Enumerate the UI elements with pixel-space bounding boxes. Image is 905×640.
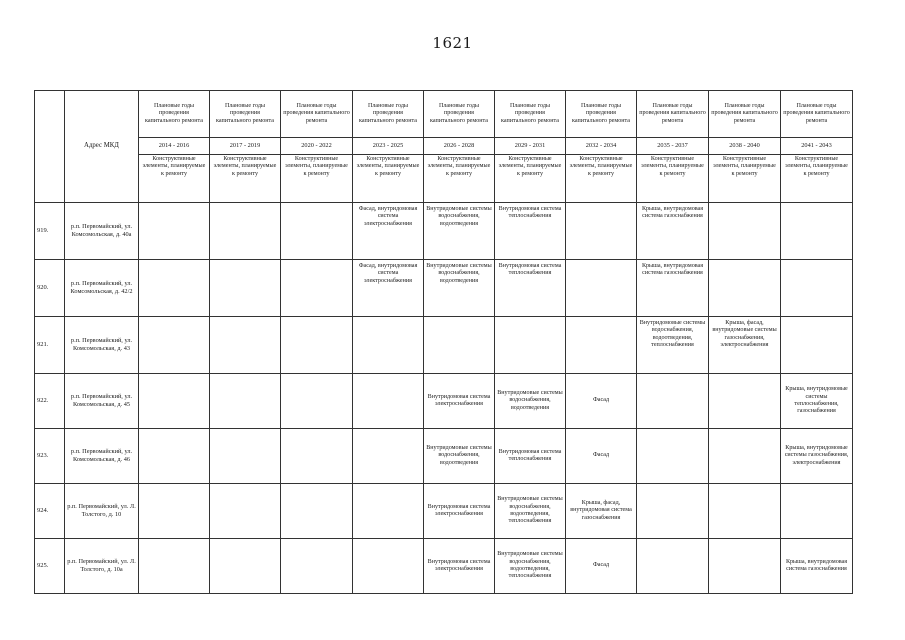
elements-header-4: Конструктивные элементы, планируемые к ремонту: [353, 155, 424, 203]
repair-cell-period-9: [709, 429, 781, 484]
repair-cell-period-7: [566, 203, 637, 260]
header-row-planned-years: [35, 91, 853, 138]
elements-header-9: Конструктивные элементы, планируемые к ремонту: [709, 155, 781, 203]
repair-cell-period-2: [210, 484, 281, 539]
repair-cell-period-1: [139, 539, 210, 594]
repair-cell-period-2: [210, 203, 281, 260]
period-header-4: 2023 - 2025: [353, 138, 424, 155]
repair-cell-period-3: [281, 260, 353, 317]
address-header: Адрес МКД: [65, 138, 139, 155]
repair-cell-period-6: Внутридомовая система теплоснабжения: [495, 203, 566, 260]
planned-years-header-3: Плановые годы проведения капитального ремонта: [281, 91, 353, 138]
repair-cell-period-7: [566, 260, 637, 317]
repair-cell-period-2: [210, 539, 281, 594]
page-number: 1621: [432, 34, 473, 52]
repair-cell-period-7: Фасад: [566, 539, 637, 594]
repair-cell-period-8: [637, 374, 709, 429]
repair-cell-period-5: Внутридомовая система электроснабжения: [424, 484, 495, 539]
repair-cell-period-8: [637, 429, 709, 484]
repair-cell-period-3: [281, 374, 353, 429]
period-header-6: 2029 - 2031: [495, 138, 566, 155]
elements-header-8: Конструктивные элементы, планируемые к ремонту: [637, 155, 709, 203]
repair-cell-period-2: [210, 429, 281, 484]
planned-years-header-4: Плановые годы проведения капитального ремонта: [353, 91, 424, 138]
repair-cell-period-7: Фасад: [566, 374, 637, 429]
repair-cell-period-6: [495, 317, 566, 374]
table-row: [35, 539, 853, 594]
repair-cell-period-5: Внутридомовая система электроснабжения: [424, 374, 495, 429]
planned-years-header-1: Плановые годы проведения капитального ремонта: [139, 91, 210, 138]
repair-cell-period-9: [709, 260, 781, 317]
repair-cell-period-2: [210, 317, 281, 374]
repair-cell-period-9: [709, 203, 781, 260]
repair-cell-period-9: [709, 374, 781, 429]
header-corner-num-3: [35, 155, 65, 203]
repair-cell-period-9: Крыша, фасад, внутридомовые системы газоснабжения, электроснабжения: [709, 317, 781, 374]
period-header-7: 2032 - 2034: [566, 138, 637, 155]
elements-header-2: Конструктивные элементы, планируемые к ремонту: [210, 155, 281, 203]
repair-cell-period-10: [781, 203, 853, 260]
period-header-5: 2026 - 2028: [424, 138, 495, 155]
repair-cell-period-7: Фасад: [566, 429, 637, 484]
row-number: 920.: [35, 260, 65, 317]
repair-cell-period-5: Внутридомовые системы водоснабжения, водоотведения: [424, 429, 495, 484]
repair-cell-period-4: Фасад, внутридомовая система электроснабжения: [353, 260, 424, 317]
row-number: 925.: [35, 539, 65, 594]
elements-header-10: Конструктивные элементы, планируемые к ремонту: [781, 155, 853, 203]
repair-cell-period-3: [281, 317, 353, 374]
row-address: р.п. Первомайский, ул. Комсомольская, д. 45: [65, 374, 139, 429]
period-header-8: 2035 - 2037: [637, 138, 709, 155]
elements-header-7: Конструктивные элементы, планируемые к ремонту: [566, 155, 637, 203]
repair-cell-period-1: [139, 374, 210, 429]
planned-years-header-6: Плановые годы проведения капитального ремонта: [495, 91, 566, 138]
repair-cell-period-7: Крыша, фасад, внутридомовая система газоснабжения: [566, 484, 637, 539]
table-row: [35, 260, 853, 317]
period-header-1: 2014 - 2016: [139, 138, 210, 155]
header-corner-address: [65, 91, 139, 138]
planned-years-header-7: Плановые годы проведения капитального ремонта: [566, 91, 637, 138]
repair-cell-period-4: [353, 539, 424, 594]
planned-years-header-5: Плановые годы проведения капитального ремонта: [424, 91, 495, 138]
repair-cell-period-10: [781, 484, 853, 539]
repair-cell-period-5: Внутридомовые системы водоснабжения, водоотведения: [424, 260, 495, 317]
row-address: р.п. Первомайский, ул. Л. Толстого, д. 10а: [65, 539, 139, 594]
table-row: [35, 317, 853, 374]
repair-cell-period-1: [139, 429, 210, 484]
repair-cell-period-6: Внутридомовые системы водоснабжения, водоотведения, теплоснабжения: [495, 539, 566, 594]
repair-cell-period-2: [210, 260, 281, 317]
repair-cell-period-4: [353, 374, 424, 429]
row-number: 919.: [35, 203, 65, 260]
repair-cell-period-10: Крыша, внутридомовая система газоснабжения: [781, 539, 853, 594]
planned-years-header-8: Плановые годы проведения капитального ремонта: [637, 91, 709, 138]
period-header-10: 2041 - 2043: [781, 138, 853, 155]
row-address: р.п. Первомайский, ул. Комсомольская, д. 40а: [65, 203, 139, 260]
elements-header-5: Конструктивные элементы, планируемые к ремонту: [424, 155, 495, 203]
repair-cell-period-8: Крыша, внутридомовая система газоснабжения: [637, 260, 709, 317]
repair-cell-period-8: [637, 539, 709, 594]
header-row-periods: [35, 138, 853, 155]
repair-cell-period-10: [781, 317, 853, 374]
header-corner-num: [35, 91, 65, 138]
repair-cell-period-1: [139, 260, 210, 317]
table-row: [35, 484, 853, 539]
period-header-9: 2038 - 2040: [709, 138, 781, 155]
row-address: р.п. Первомайский, ул. Комсомольская, д. 46: [65, 429, 139, 484]
row-number: 922.: [35, 374, 65, 429]
header-corner-address-3: [65, 155, 139, 203]
elements-header-1: Конструктивные элементы, планируемые к ремонту: [139, 155, 210, 203]
repair-cell-period-3: [281, 539, 353, 594]
repair-cell-period-10: Крыша, внутридомовые системы газоснабжения, электроснабжения: [781, 429, 853, 484]
capital-repair-schedule-table: [34, 90, 853, 594]
repair-cell-period-4: [353, 429, 424, 484]
repair-cell-period-6: Внутридомовая система теплоснабжения: [495, 429, 566, 484]
period-header-2: 2017 - 2019: [210, 138, 281, 155]
repair-cell-period-6: Внутридомовые системы водоснабжения, водоотведения: [495, 374, 566, 429]
repair-cell-period-5: [424, 317, 495, 374]
repair-cell-period-1: [139, 203, 210, 260]
row-number: 923.: [35, 429, 65, 484]
repair-cell-period-8: Крыша, внутридомовая система газоснабжения: [637, 203, 709, 260]
elements-header-6: Конструктивные элементы, планируемые к ремонту: [495, 155, 566, 203]
repair-cell-period-7: [566, 317, 637, 374]
planned-years-header-2: Плановые годы проведения капитального ремонта: [210, 91, 281, 138]
repair-cell-period-10: Крыша, внутридомовые системы теплоснабжения, газоснабжения: [781, 374, 853, 429]
row-address: р.п. Первомайский, ул. Л. Толстого, д. 10: [65, 484, 139, 539]
row-number: 921.: [35, 317, 65, 374]
table-row: [35, 203, 853, 260]
planned-years-header-9: Плановые годы проведения капитального ремонта: [709, 91, 781, 138]
planned-years-header-10: Плановые годы проведения капитального ремонта: [781, 91, 853, 138]
repair-cell-period-4: Фасад, внутридомовая система электроснабжения: [353, 203, 424, 260]
repair-cell-period-9: [709, 539, 781, 594]
repair-cell-period-6: Внутридомовая система теплоснабжения: [495, 260, 566, 317]
period-header-3: 2020 - 2022: [281, 138, 353, 155]
header-corner-num-2: [35, 138, 65, 155]
repair-cell-period-5: Внутридомовая система электроснабжения: [424, 539, 495, 594]
repair-cell-period-8: [637, 484, 709, 539]
table-row: [35, 429, 853, 484]
repair-cell-period-5: Внутридомовые системы водоснабжения, водоотведения: [424, 203, 495, 260]
header-row-elements: [35, 155, 853, 203]
repair-cell-period-1: [139, 484, 210, 539]
repair-cell-period-10: [781, 260, 853, 317]
table-row: [35, 374, 853, 429]
row-address: р.п. Первомайский, ул. Комсомольская, д. 42/2: [65, 260, 139, 317]
repair-cell-period-3: [281, 484, 353, 539]
repair-cell-period-9: [709, 484, 781, 539]
repair-cell-period-3: [281, 203, 353, 260]
repair-cell-period-3: [281, 429, 353, 484]
repair-cell-period-4: [353, 484, 424, 539]
repair-cell-period-2: [210, 374, 281, 429]
repair-cell-period-6: Внутридомовые системы водоснабжения, водоотведения, теплоснабжения: [495, 484, 566, 539]
repair-cell-period-8: Внутридомовые системы водоснабжения, водоотведения, теплоснабжения: [637, 317, 709, 374]
row-number: 924.: [35, 484, 65, 539]
repair-cell-period-1: [139, 317, 210, 374]
repair-cell-period-4: [353, 317, 424, 374]
elements-header-3: Конструктивные элементы, планируемые к ремонту: [281, 155, 353, 203]
row-address: р.п. Первомайский, ул. Комсомольская, д. 43: [65, 317, 139, 374]
